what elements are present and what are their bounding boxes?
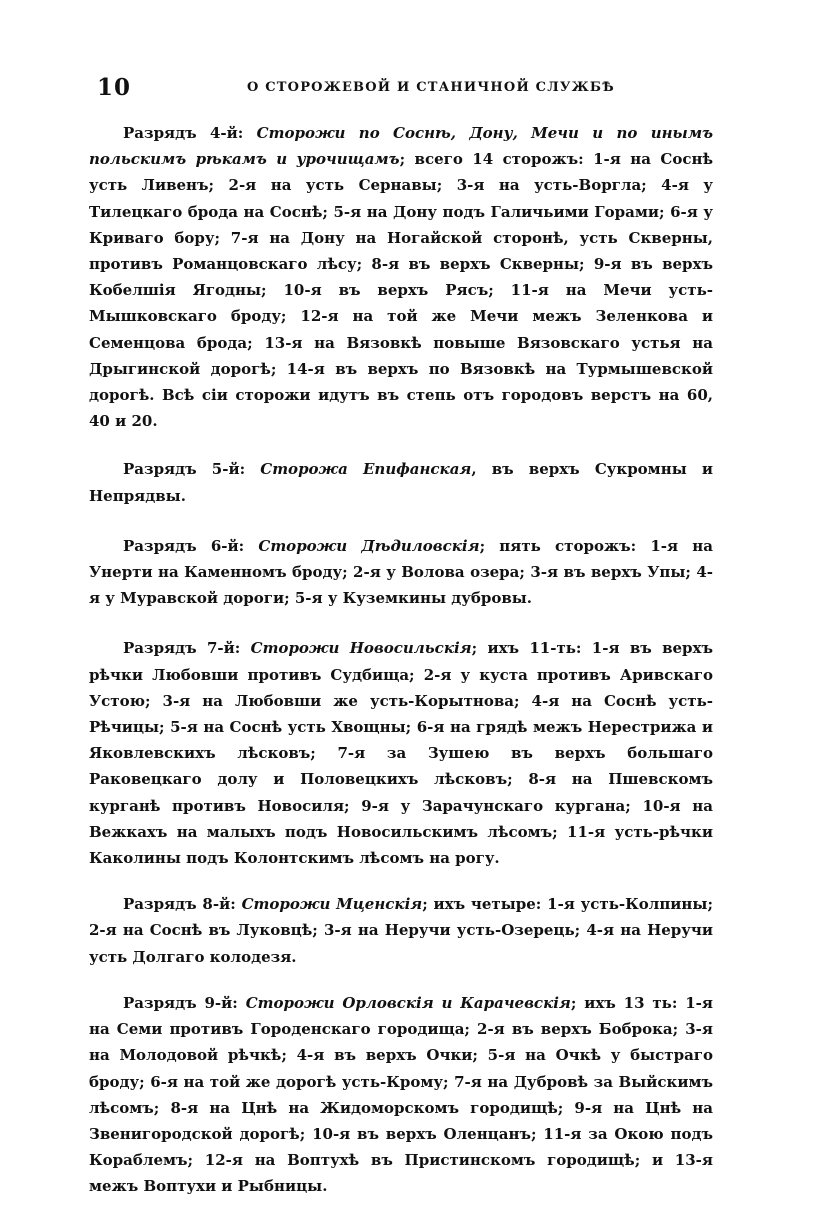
rank-heading: Разрядъ 6-й:	[123, 536, 245, 555]
paragraph-text: ; всего 14 сторожъ: 1-я на Соснѣ усть Ливенъ; 2-я на усть Сернавы; 3-я на усть-Воргла; 4-я у Тилецкаго брода на Соснѣ; 5-я на Дону подъ Галичьими Горами; 6-я у Криваго бору; 7-я на Дону на Ногайской сторонѣ, усть Скверны, противъ Романцовскаго лѣсу; 8-я въ верхъ Скверны; 9-я въ верхъ Кобелшія Ягодны; 10-я въ верхъ Рясъ; 11-я на Мечи усть-Мышковскаго броду; 12-я на той же Мечи межъ Зеленкова и Семенцова брода; 13-я на Вязовкѣ повыше Вязовскаго устья на Дрыгинской дорогѣ; 14-я въ верхъ по Вязовкѣ на Турмышевской дорогѣ. Всѣ сіи сторожи идутъ въ степь отъ городовъ верстъ на 60, 40 и 20.	[89, 150, 714, 431]
rank-title: Сторожи Новосильскія	[250, 639, 472, 658]
body-text	[89, 120, 713, 1218]
paragraph-rank-8	[89, 891, 713, 970]
paragraph-rank-4	[89, 120, 713, 434]
paragraph-rank-7	[89, 635, 713, 871]
paragraph-rank-5	[89, 456, 713, 508]
paragraph-text: , въ верхъ Сукромны и Непрядвы.	[89, 460, 713, 505]
rank-title: Сторожи Орловскія и Карачевскія	[245, 993, 571, 1012]
paragraph-text: ; ихъ 13 ть: 1-я на Семи противъ Городенскаго городища; 2-я въ верхъ Боброка; 3-я на Молодовой рѣчкѣ; 4-я въ верхъ Очки; 5-я на Очкѣ у быстраго броду; 6-я на той же дорогѣ усть-Крому; 7-я на Дубровѣ за Выйскимъ лѣсомъ; 8-я на Цнѣ на Жидоморскомъ городищѣ; 9-я на Цнѣ на Звенигородской дорогѣ; 10-я въ верхъ Оленцанъ; 11-я за Окою подъ Кораблемъ; 12-я на Воптухѣ въ Пристинскомъ городищѣ; и 13-я межъ Воптухи и Рыбницы.	[89, 993, 713, 1196]
rank-heading: Разрядъ 8-й:	[123, 895, 236, 914]
paragraph-rank-9	[89, 990, 713, 1200]
rank-title: Сторожа Епифанская	[260, 460, 472, 479]
paragraph-text: ; ихъ 11-ть: 1-я въ верхъ рѣчки Любовши противъ Судбища; 2-я у куста противъ Аривскаго Устою; 3-я на Любовши же усть-Корытнова; 4-я на Соснѣ усть-Рѣчицы; 5-я на Соснѣ усть Хвощны; 6-я на грядѣ межъ Нерестрижа и Яковлевскихъ лѣсковъ; 7-я за Зушею въ верхъ большаго Раковецкаго долу и Половецкихъ лѣсковъ; 8-я на Пшевскомъ курганѣ противъ Новосиля; 9-я у Зарачунскаго кургана; 10-я на Вежкахъ на малыхъ подъ Новосильскимъ лѣсомъ; 11-я усть-рѣчки Каколины подъ Колонтскимъ лѣсомъ на рогу.	[89, 639, 713, 868]
paragraph-text: ; пять сторожъ: 1-я на Унерти на Каменномъ броду; 2-я у Волова озера; 3-я въ верхъ Упы; 4-я у Муравской дороги; 5-я у Куземкины дубровы.	[89, 536, 713, 608]
rank-heading: Разрядъ 4-й:	[123, 124, 244, 142]
rank-heading: Разрядъ 7-й:	[123, 639, 241, 658]
running-title: О СТОРОЖЕВОЙ И СТАНИЧНОЙ СЛУЖБѢ	[247, 80, 615, 95]
paragraph-rank-6	[89, 533, 713, 612]
rank-heading: Разрядъ 9-й:	[123, 993, 238, 1012]
running-head	[97, 74, 737, 104]
paragraph-text: ; ихъ четыре: 1-я усть-Колпины; 2-я на Соснѣ въ Луковцѣ; 3-я на Неручи усть-Озерець; 4-я на Неручи усть Долгаго колодезя.	[89, 895, 713, 966]
rank-title: Сторожи Дѣдиловскія	[258, 536, 480, 555]
rank-title: Сторожи по Соснѣ, Дону, Мечи и по инымъ польскимъ рѣкамъ и урочищамъ	[89, 124, 713, 169]
rank-title: Сторожи Мценскія	[241, 895, 423, 914]
page-number: 10	[97, 74, 132, 101]
rank-heading: Разрядъ 5-й:	[123, 460, 246, 479]
